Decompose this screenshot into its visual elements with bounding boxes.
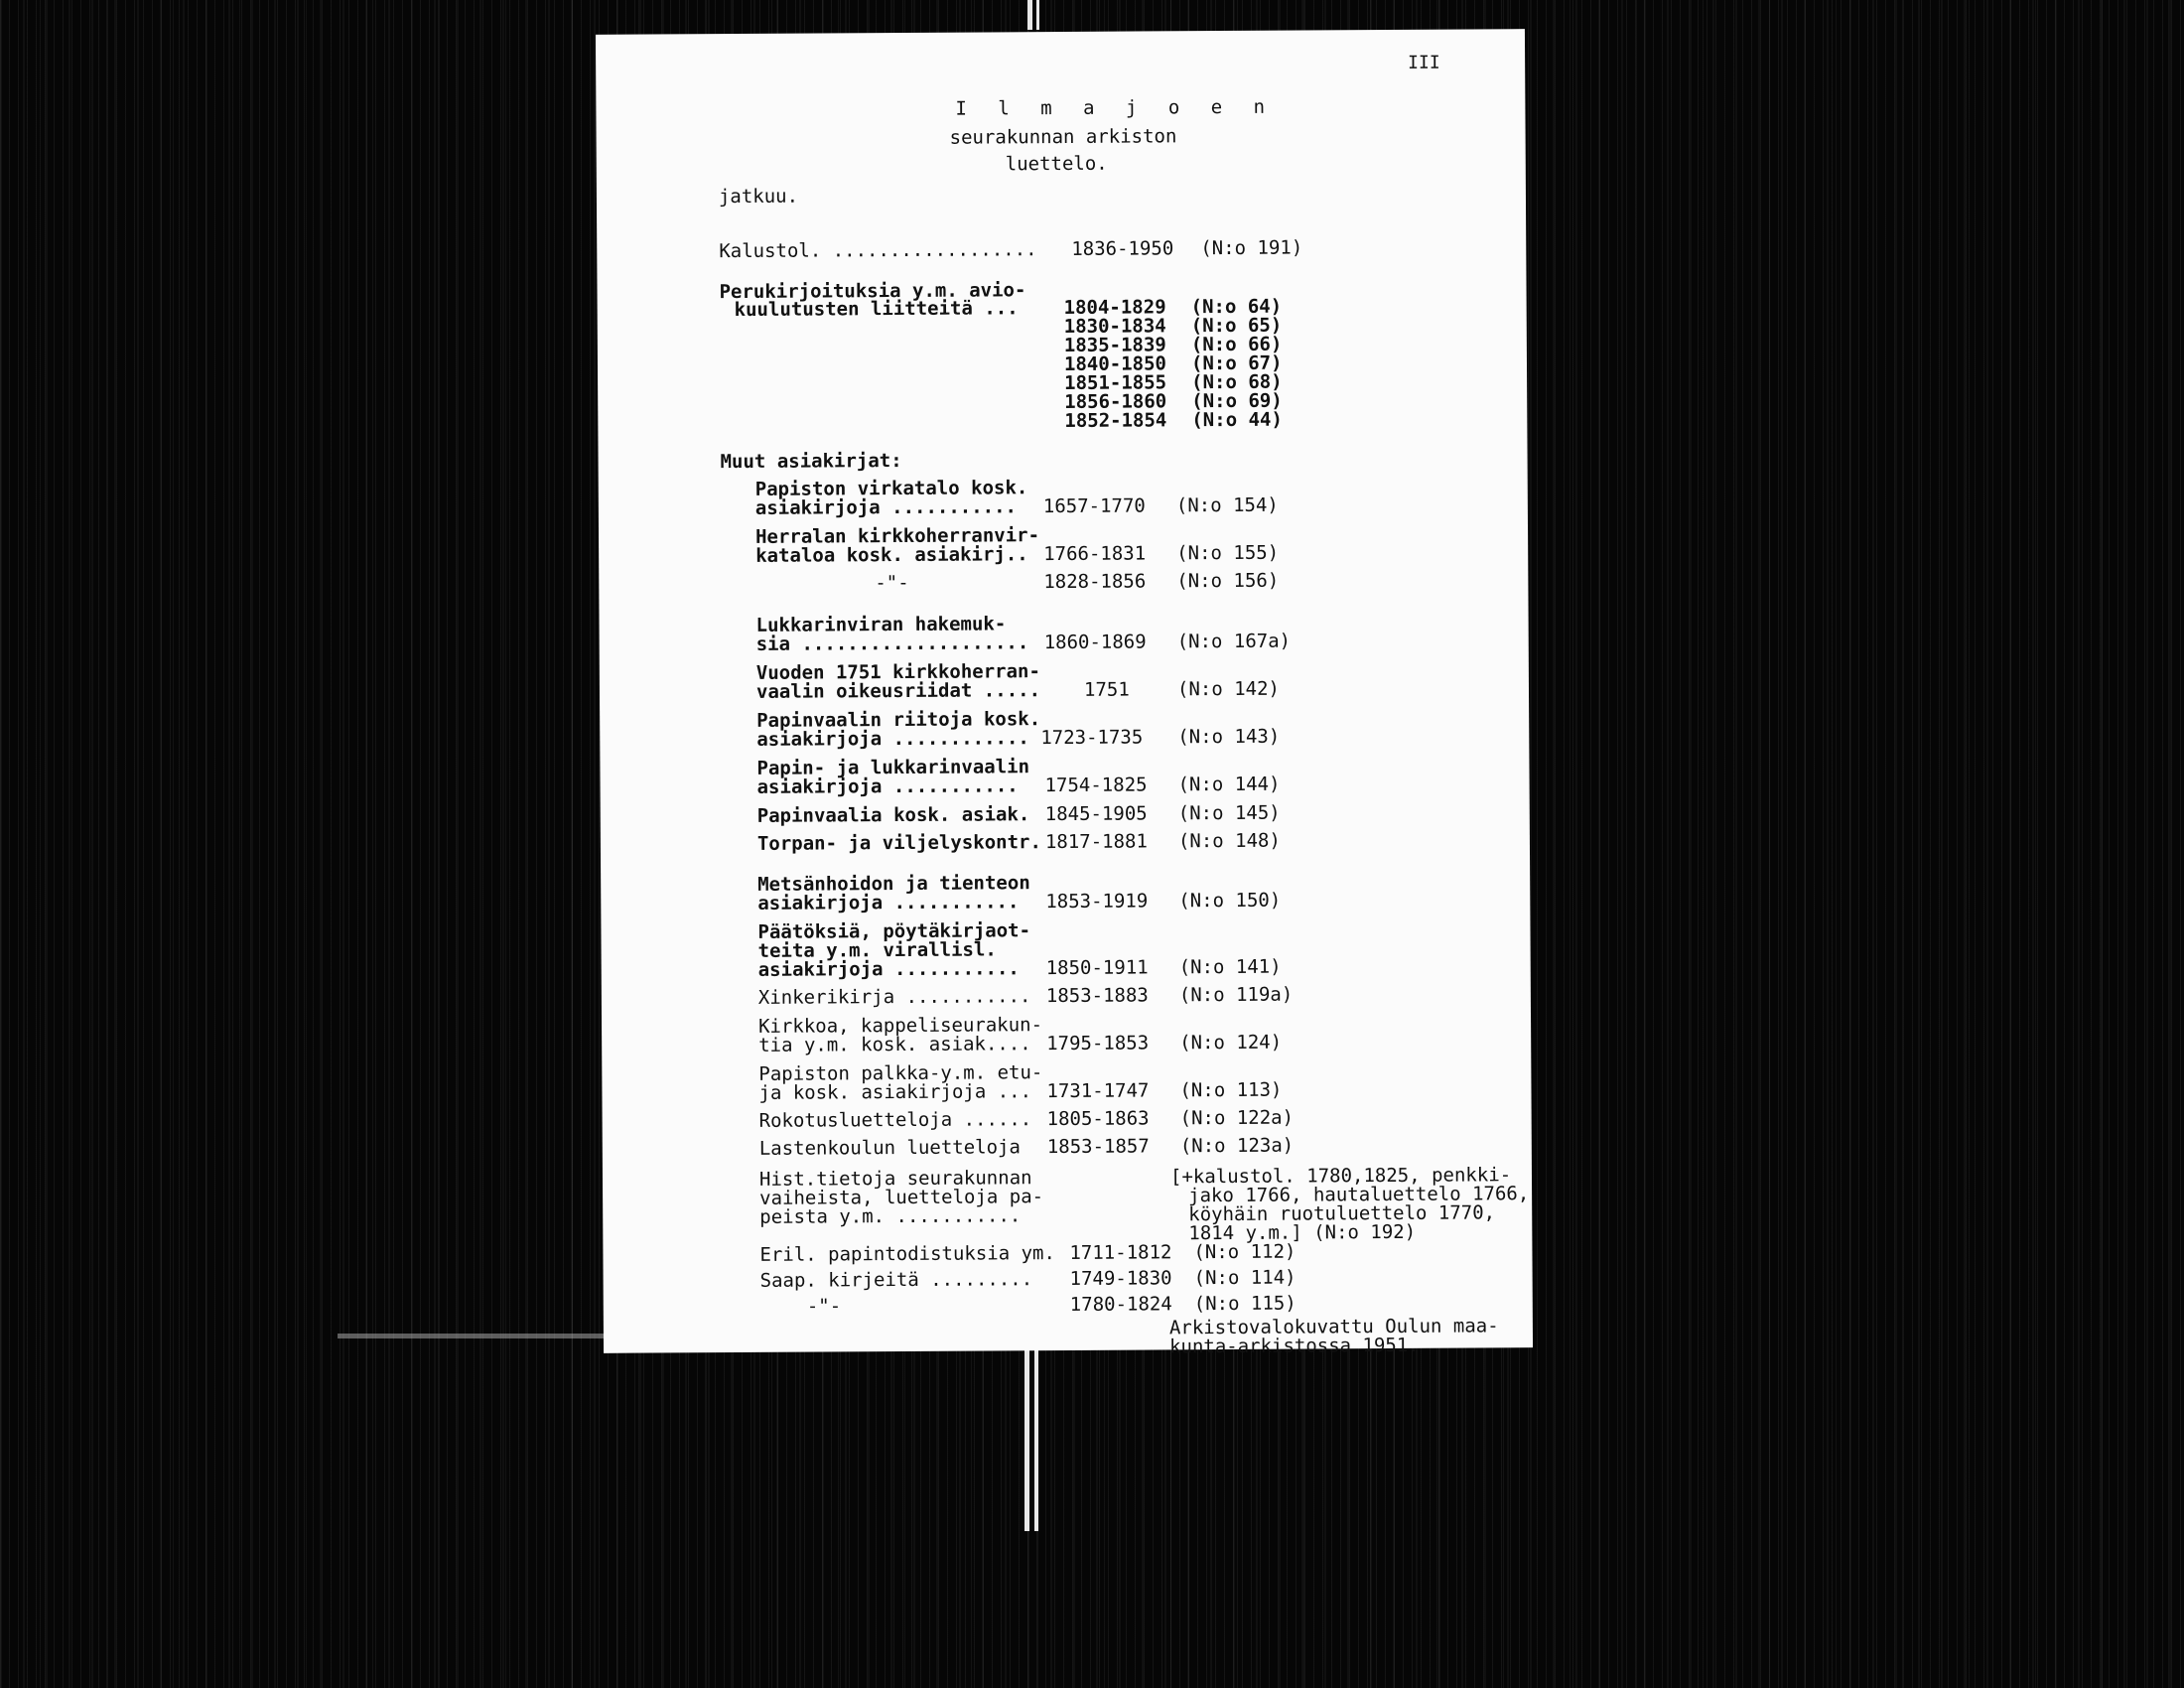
muut-label: asiakirjoja ............ (756, 727, 1029, 751)
continued-note: jatkuu. (718, 185, 799, 209)
footer-note: Arkistovalokuvattu Oulun maa- (1168, 1315, 1499, 1339)
entry-years: 1840-1850 (1063, 352, 1167, 375)
muut-years: 1845-1905 (1044, 802, 1148, 826)
entry-ref: (N:o 67) (1190, 352, 1283, 375)
eril-label: Eril. papintodistuksia ym. (759, 1242, 1055, 1266)
muut-heading: Muut asiakirjat: (720, 449, 902, 474)
hist-note: jako 1766, hautaluettelo 1766, (1188, 1183, 1530, 1207)
muut-label: kataloa kosk. asiakirj.. (755, 543, 1028, 567)
hist-label: peista y.m. ........... (759, 1204, 1022, 1228)
document-title: I l m a j o e n (955, 95, 1276, 120)
page-number: III (1408, 52, 1440, 73)
muut-ref: (N:o 122a) (1179, 1106, 1295, 1130)
muut-years: 1723-1735 (1040, 726, 1144, 750)
muut-label: asiakirjoja ........... (756, 774, 1019, 798)
muut-ref: (N:o 154) (1175, 493, 1279, 517)
entry-ref: (N:o 66) (1190, 333, 1283, 356)
muut-label: Torpan- ja viljelyskontr. (756, 831, 1041, 855)
saap-label: Saap. kirjeitä ......... (759, 1268, 1033, 1292)
film-streak-bottom-2 (1034, 1342, 1038, 1531)
muut-years: 1853-1857 (1046, 1135, 1150, 1159)
muut-years: 1754-1825 (1044, 774, 1148, 797)
muut-label: ja kosk. asiakirjoja ... (758, 1080, 1032, 1104)
film-streak-top (1027, 0, 1032, 30)
document-subtitle-2: luettelo. (1005, 152, 1108, 176)
muut-label: Vuoden 1751 kirkkoherran- (755, 660, 1040, 684)
saap2-ref: (N:o 115) (1193, 1292, 1297, 1316)
perukirjoituksia-label-2: kuulutusten liitteitä ... (734, 297, 1019, 322)
entry-ref: (N:o 44) (1191, 408, 1283, 432)
film-smear (338, 1334, 606, 1338)
film-streak-bottom (1024, 1342, 1029, 1531)
muut-label: Papinvaalia kosk. asiak. (756, 803, 1030, 827)
muut-label: Herralan kirkkoherranvir- (754, 524, 1040, 548)
muut-label: Päätöksiä, pöytäkirjaot- (757, 919, 1031, 943)
muut-ref: (N:o 144) (1177, 773, 1281, 796)
muut-years: 1795-1853 (1046, 1032, 1150, 1055)
entry-years: 1835-1839 (1063, 334, 1166, 356)
muut-years: 1828-1856 (1043, 570, 1147, 594)
muut-label: teita y.m. virallisl. (757, 938, 997, 962)
muut-years: 1860-1869 (1043, 631, 1147, 654)
muut-ref: (N:o 119a) (1178, 983, 1294, 1007)
muut-label: vaalin oikeusriidat ..... (755, 679, 1041, 703)
document-page (596, 29, 1533, 1358)
muut-label: Papinvaalin riitoja kosk. (756, 708, 1041, 732)
muut-ref: (N:o 141) (1178, 955, 1282, 979)
kalustol-ref: (N:o 191) (1200, 236, 1303, 260)
muut-label: asiakirjoja ........... (754, 495, 1018, 519)
muut-ref: (N:o 142) (1176, 677, 1281, 701)
muut-years: 1817-1881 (1044, 830, 1148, 854)
entry-years: 1856-1860 (1064, 390, 1167, 413)
muut-ref: (N:o 148) (1177, 829, 1281, 853)
muut-label: Metsänhoidon ja tienteon (757, 872, 1030, 896)
hist-note: [+kalustol. 1780,1825, penkki- (1169, 1164, 1512, 1189)
muut-label: Papiston virkatalo kosk. (754, 477, 1028, 500)
muut-years: 1657-1770 (1042, 494, 1146, 518)
entry-years: 1851-1855 (1064, 371, 1167, 394)
muut-label: asiakirjoja ........... (757, 891, 1020, 914)
muut-label: Lastenkoulun luetteloja (758, 1136, 1021, 1160)
document-subtitle: seurakunnan arkiston (949, 125, 1177, 149)
film-streak-top-2 (1036, 0, 1039, 30)
muut-ref: (N:o 155) (1176, 541, 1280, 565)
entry-years: 1804-1829 (1063, 296, 1166, 319)
muut-ref: (N:o 124) (1179, 1031, 1283, 1055)
saap-years: 1749-1830 (1069, 1267, 1172, 1290)
muut-years: 1850-1911 (1045, 956, 1149, 980)
perukirjoituksia-label-1: Perukirjoituksia y.m. avio- (719, 279, 1026, 304)
muut-label: sia .................... (755, 632, 1029, 655)
muut-years: 1853-1919 (1045, 890, 1149, 914)
eril-years: 1711-1812 (1069, 1241, 1172, 1264)
muut-years: 1805-1863 (1046, 1107, 1150, 1131)
entry-ref: (N:o 64) (1190, 295, 1283, 319)
muut-label: Xinkerikirja ........... (757, 985, 1031, 1009)
muut-years: 1751 (1083, 678, 1130, 701)
muut-ref: (N:o 156) (1176, 569, 1280, 593)
kalustol-years: 1836-1950 (1071, 237, 1174, 260)
muut-years: 1766-1831 (1043, 542, 1147, 566)
muut-years: 1853-1883 (1045, 984, 1149, 1008)
hist-label: Hist.tietoja seurakunnan (758, 1167, 1032, 1191)
saap-ref: (N:o 114) (1193, 1266, 1297, 1290)
muut-ref: (N:o 150) (1178, 889, 1282, 913)
saap2-years: 1780-1824 (1069, 1293, 1172, 1316)
muut-ref: (N:o 123a) (1179, 1134, 1295, 1158)
footer-note: kunta-arkistossa 1951. (1168, 1334, 1420, 1358)
muut-label: Lukkarinviran hakemuk- (755, 613, 1007, 636)
muut-label: Rokotusluetteloja ...... (758, 1108, 1032, 1132)
muut-ref: (N:o 167a) (1176, 630, 1292, 653)
entry-ref: (N:o 65) (1190, 314, 1283, 338)
muut-label: Kirkkoa, kappeliseurakun- (757, 1014, 1043, 1038)
muut-label: asiakirjoja ........... (757, 957, 1020, 981)
hist-note: 1814 y.m.] (N:o 192) (1188, 1220, 1417, 1245)
muut-label: tia y.m. kosk. asiak.... (758, 1033, 1031, 1056)
muut-ref: (N:o 113) (1179, 1078, 1283, 1102)
entry-years: 1830-1834 (1063, 315, 1166, 338)
entry-ref: (N:o 68) (1191, 370, 1283, 394)
muut-ref: (N:o 145) (1177, 801, 1281, 825)
muut-label: -"- (875, 571, 909, 595)
muut-ref: (N:o 143) (1177, 725, 1281, 749)
hist-label: vaiheista, luetteloja pa- (759, 1186, 1044, 1209)
muut-label: Papin- ja lukkarinvaalin (756, 756, 1030, 779)
kalustol-label: Kalustol. .................. (719, 238, 1037, 263)
entry-ref: (N:o 69) (1191, 389, 1283, 413)
muut-years: 1731-1747 (1046, 1079, 1150, 1103)
entry-years: 1852-1854 (1064, 409, 1167, 432)
saap2-label: -"- (806, 1295, 842, 1318)
muut-label: Papiston palkka-y.m. etu- (758, 1061, 1043, 1085)
hist-note: köyhäin ruotuluettelo 1770, (1188, 1201, 1496, 1226)
eril-ref: (N:o 112) (1193, 1240, 1297, 1264)
